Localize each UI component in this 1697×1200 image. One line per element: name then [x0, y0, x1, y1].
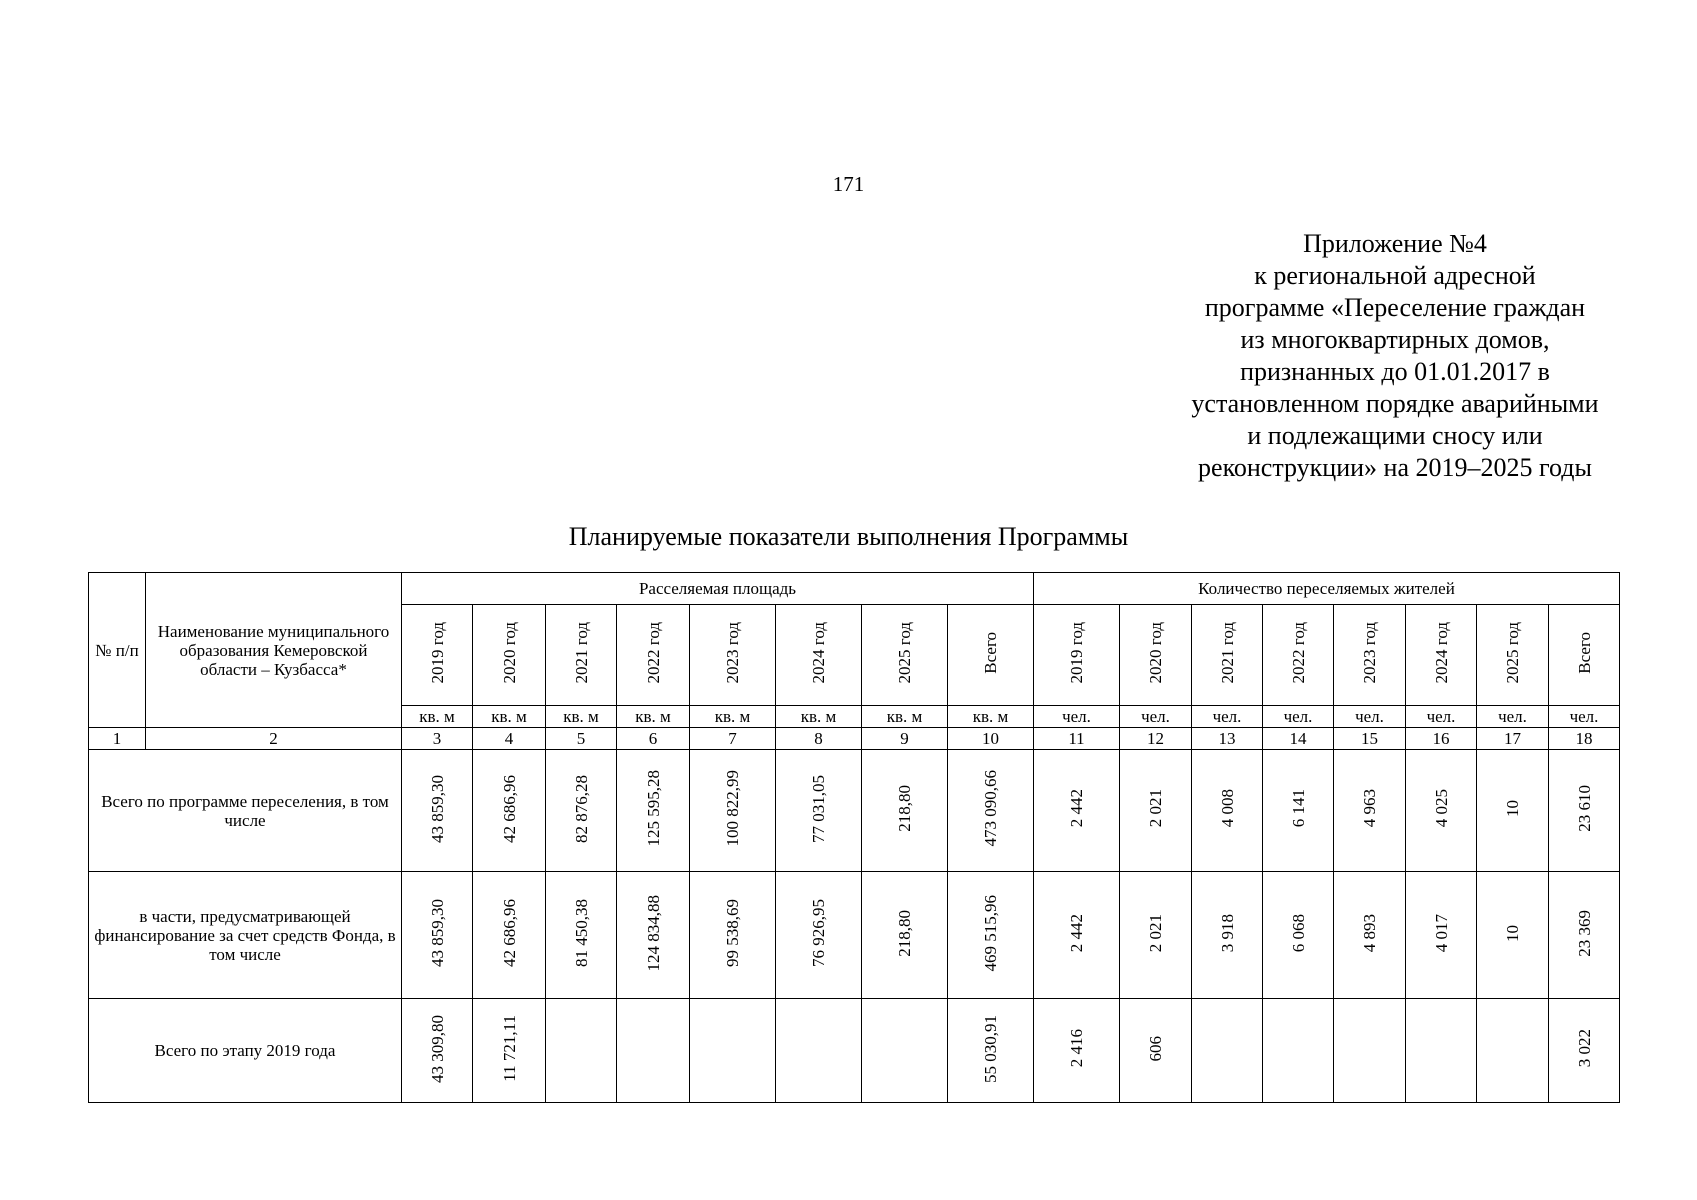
year-header: 2022 год	[1288, 622, 1308, 684]
year-header: 2019 год	[1067, 622, 1086, 684]
appendix-line: реконструкции» на 2019–2025 годы	[1198, 453, 1592, 482]
unit-cell: кв. м	[776, 706, 862, 728]
header-residents-group: Количество переселяемых жителей	[1034, 573, 1620, 605]
year-header: 2024 год	[1431, 622, 1451, 684]
year-header: 2024 год	[809, 622, 828, 684]
column-number: 14	[1263, 728, 1334, 750]
people-value: 4 025	[1431, 789, 1451, 828]
year-header: 2020 год	[1146, 622, 1165, 684]
year-header: 2025 год	[1503, 622, 1522, 684]
empty-cell	[1263, 999, 1334, 1103]
unit-cell: чел.	[1477, 706, 1549, 728]
indicators-table	[88, 572, 1620, 1103]
appendix-line: из многоквартирных домов,	[1240, 325, 1550, 354]
column-number: 10	[948, 728, 1034, 750]
empty-cell	[690, 999, 776, 1103]
area-value: 124 834,88	[643, 894, 663, 972]
column-number: 15	[1334, 728, 1406, 750]
people-value: 2 442	[1067, 913, 1086, 953]
year-header: 2023 год	[1360, 622, 1379, 684]
people-value: 6 068	[1288, 913, 1308, 953]
header-name: Наименование муниципального образования Кемеровской области – Кузбасса*	[146, 573, 402, 728]
area-value: 99 538,69	[723, 899, 742, 967]
column-numbers-row	[89, 728, 1620, 750]
column-number: 1	[89, 728, 146, 750]
people-value: 10	[1503, 800, 1522, 817]
year-header: 2021 год	[571, 622, 591, 684]
empty-cell	[1334, 999, 1406, 1103]
area-value: 55 030,91	[981, 1014, 1000, 1083]
year-header: 2021 год	[1217, 622, 1237, 684]
unit-cell: чел.	[1406, 706, 1477, 728]
people-value: 2 021	[1146, 789, 1165, 828]
people-value: 10	[1503, 924, 1522, 942]
column-number: 6	[617, 728, 690, 750]
table-row	[89, 872, 1620, 999]
empty-cell	[862, 999, 948, 1103]
people-value: 2 021	[1146, 913, 1165, 953]
year-header: 2020 год	[499, 622, 519, 684]
appendix-line: признанных до 01.01.2017 в	[1240, 357, 1550, 386]
area-value: 43 859,30	[427, 774, 447, 843]
year-header: Всего	[1574, 632, 1594, 674]
area-value: 218,80	[895, 909, 914, 957]
table-row	[89, 999, 1620, 1103]
unit-cell: чел.	[1334, 706, 1406, 728]
column-number: 12	[1120, 728, 1192, 750]
people-value: 4 893	[1360, 913, 1379, 953]
table-row	[89, 750, 1620, 872]
empty-cell	[1406, 999, 1477, 1103]
people-value: 23 369	[1574, 909, 1594, 957]
column-number: 9	[862, 728, 948, 750]
row-name: Всего по программе переселения, в том числе	[89, 750, 402, 872]
year-header: 2019 год	[427, 622, 447, 684]
header-num: № п/п	[89, 573, 146, 728]
area-value: 11 721,11	[499, 1015, 519, 1082]
empty-cell	[1192, 999, 1263, 1103]
table-title: Планируемые показатели выполнения Программы	[568, 522, 1129, 551]
unit-cell: кв. м	[546, 706, 617, 728]
empty-cell	[617, 999, 690, 1103]
column-number: 16	[1406, 728, 1477, 750]
unit-cell: чел.	[1192, 706, 1263, 728]
people-value: 2 416	[1067, 1029, 1086, 1068]
people-value: 3 918	[1217, 913, 1237, 953]
appendix-header	[1160, 228, 1630, 484]
unit-cell: кв. м	[690, 706, 776, 728]
people-value: 2 442	[1067, 789, 1086, 828]
column-number: 3	[402, 728, 473, 750]
row-name: в части, предусматривающей финансирование за счет средств Фонда, в том числе	[89, 872, 402, 999]
area-value: 82 876,28	[571, 774, 591, 843]
appendix-line: Приложение №4	[1303, 229, 1487, 258]
column-number: 11	[1034, 728, 1120, 750]
area-value: 43 859,30	[427, 899, 447, 967]
unit-cell: кв. м	[402, 706, 473, 728]
column-number: 8	[776, 728, 862, 750]
column-number: 13	[1192, 728, 1263, 750]
unit-cell: чел.	[1549, 706, 1620, 728]
unit-cell: чел.	[1263, 706, 1334, 728]
column-number: 5	[546, 728, 617, 750]
area-value: 218,80	[895, 785, 914, 832]
people-value: 4 017	[1431, 913, 1451, 953]
unit-cell: кв. м	[473, 706, 546, 728]
row-name: Всего по этапу 2019 года	[89, 999, 402, 1103]
year-header: 2023 год	[723, 622, 742, 684]
unit-cell: кв. м	[862, 706, 948, 728]
year-header: Всего	[981, 632, 1000, 674]
people-value: 3 022	[1574, 1029, 1594, 1068]
people-value: 6 141	[1288, 789, 1308, 828]
unit-cell: чел.	[1120, 706, 1192, 728]
empty-cell	[776, 999, 862, 1103]
area-value: 473 090,66	[981, 770, 1000, 847]
area-value: 42 686,96	[499, 899, 519, 967]
people-value: 606	[1146, 1035, 1165, 1062]
area-value: 43 309,80	[427, 1014, 447, 1083]
area-value: 42 686,96	[499, 774, 519, 843]
unit-cell: чел.	[1034, 706, 1120, 728]
appendix-line: установленном порядке аварийными	[1191, 389, 1599, 418]
column-number: 4	[473, 728, 546, 750]
people-value: 4 008	[1217, 789, 1237, 828]
page-number: 171	[832, 172, 865, 196]
column-number: 17	[1477, 728, 1549, 750]
people-value: 23 610	[1574, 785, 1594, 832]
area-value: 81 450,38	[571, 899, 591, 967]
header-area-group: Расселяемая площадь	[402, 573, 1034, 605]
area-value: 77 031,05	[809, 774, 828, 843]
unit-cell: кв. м	[948, 706, 1034, 728]
year-header: 2025 год	[895, 622, 914, 684]
appendix-line: и подлежащими сносу или	[1247, 421, 1543, 450]
empty-cell	[1477, 999, 1549, 1103]
people-value: 4 963	[1360, 789, 1379, 828]
column-number: 7	[690, 728, 776, 750]
area-value: 76 926,95	[809, 899, 828, 967]
column-number: 2	[146, 728, 402, 750]
column-number: 18	[1549, 728, 1620, 750]
unit-cell: кв. м	[617, 706, 690, 728]
area-value: 469 515,96	[981, 894, 1000, 972]
year-header: 2022 год	[643, 622, 663, 684]
area-value: 100 822,99	[723, 770, 742, 847]
appendix-line: к региональной адресной	[1254, 261, 1536, 290]
appendix-line: программе «Переселение граждан	[1204, 293, 1586, 322]
area-value: 125 595,28	[643, 770, 663, 847]
empty-cell	[546, 999, 617, 1103]
